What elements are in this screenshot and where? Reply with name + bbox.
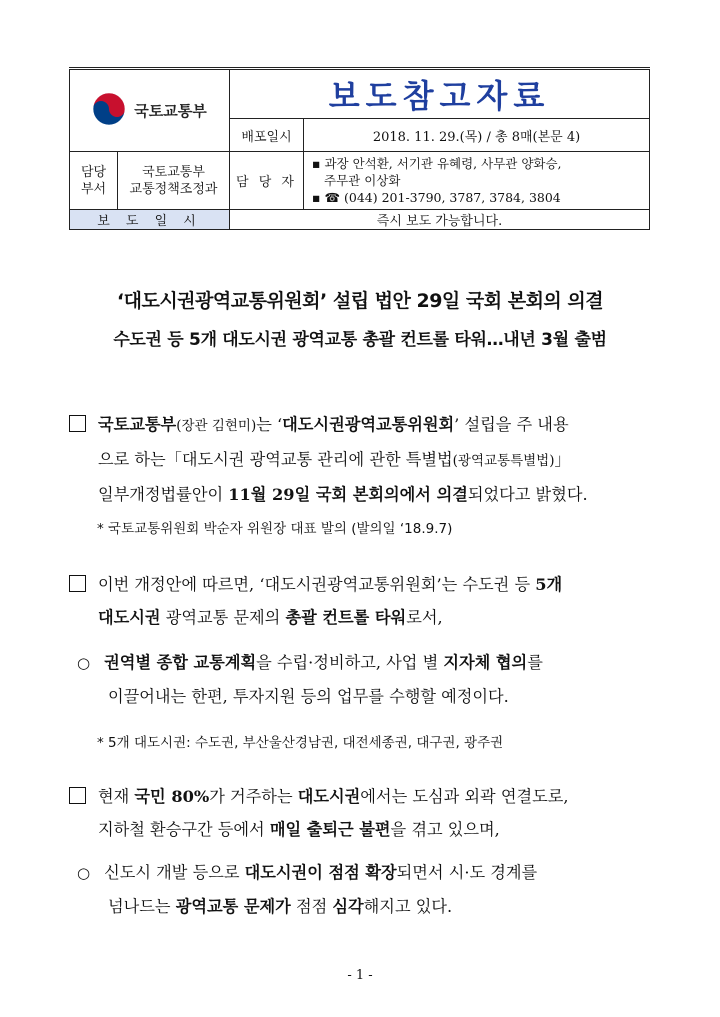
logo-cell bbox=[70, 69, 230, 152]
p5-text: 심각 bbox=[332, 897, 364, 916]
contact-value bbox=[304, 152, 650, 210]
p5-text: 신도시 개발 등으로 bbox=[104, 863, 245, 882]
distribution-label: 배포일시 bbox=[230, 119, 304, 152]
p5-text: 해지고 있다. bbox=[363, 897, 453, 916]
p4-text: 에서는 도심과 외곽 연결도로, bbox=[360, 787, 569, 806]
p2-text: 이번 개정안에 따르면, ‘대도시권광역교통위원회’는 수도권 등 bbox=[98, 575, 536, 594]
paragraph-4 bbox=[69, 780, 654, 846]
p4-text: 가 거주하는 bbox=[209, 787, 298, 806]
release-value: 즉시 보도 가능합니다. bbox=[230, 210, 650, 230]
doc-type-title: 보도참고자료 bbox=[328, 77, 551, 115]
contact-line: ▪ ☎ (044) 201-3790, 3787, 3784, 3804 bbox=[312, 190, 561, 205]
p4-text: 지하철 환승구간 등에서 bbox=[98, 820, 270, 839]
p5-text: 넘나드는 bbox=[108, 897, 176, 916]
p5-text: 광역교통 문제가 bbox=[175, 897, 291, 916]
contact-label: 담 당 자 bbox=[230, 152, 304, 210]
paragraph-1 bbox=[69, 408, 654, 511]
circle-bullet-icon: ○ bbox=[77, 654, 91, 672]
p2-text: 대도시권 bbox=[98, 608, 161, 627]
p1-text: (광역교통특별법) bbox=[452, 453, 555, 469]
footnote-1: * 국토교통위원회 박순자 위원장 대표 발의 (발의일 ‘18.9.7) bbox=[97, 521, 453, 537]
p2-text: 로서, bbox=[406, 608, 443, 627]
p2-text: 5개 bbox=[535, 575, 563, 594]
page-number: - 1 - bbox=[347, 968, 373, 983]
p1-text: 되었다고 밝혔다. bbox=[467, 485, 588, 504]
ministry-name: 국토교통부 bbox=[134, 102, 207, 120]
headline-subtitle: 수도권 등 5개 대도시권 광역교통 총괄 컨트롤 타워…내년 3월 출범 bbox=[113, 330, 607, 350]
circle-bullet-icon: ○ bbox=[77, 864, 91, 882]
p4-text: 을 겪고 있으며, bbox=[390, 820, 500, 839]
checkbox-bullet-icon bbox=[69, 787, 86, 804]
p1-text: 으로 하는「대도시권 광역교통 관리에 관한 특별법 bbox=[98, 450, 453, 469]
p4-text: 국민 80% bbox=[134, 787, 210, 806]
p5-text: 되면서 시·도 경계를 bbox=[396, 863, 538, 882]
p2-text: 총괄 컨트롤 타워 bbox=[285, 608, 407, 627]
p1-text: 국토교통부 bbox=[98, 415, 177, 434]
paragraph-3 bbox=[69, 646, 654, 713]
paragraph-5 bbox=[69, 856, 654, 923]
headline-title: ‘대도시권광역교통위원회’ 설립 법안 29일 국회 본회의 의결 bbox=[116, 290, 604, 312]
p1-text: 대도시권광역교통위원회 bbox=[282, 415, 455, 434]
p5-text: 대도시권이 점점 확장 bbox=[244, 863, 397, 882]
distribution-value: 2018. 11. 29.(목) / 총 8매(본문 4) bbox=[304, 119, 650, 152]
footnote-2: * 5개 대도시권: 수도권, 부산울산경남권, 대전세종권, 대구권, 광주권 bbox=[97, 735, 504, 751]
checkbox-bullet-icon bbox=[69, 575, 86, 592]
contact-line: ▪ 과장 안석환, 서기관 유혜령, 사무관 양화승, bbox=[312, 156, 562, 171]
paragraph-2 bbox=[69, 568, 654, 634]
contact-line: 주무관 이상화 bbox=[324, 173, 401, 188]
ministry-emblem-icon bbox=[92, 92, 126, 130]
dept-value bbox=[118, 152, 230, 210]
p1-text: ’ 설립을 주 내용 bbox=[454, 415, 569, 434]
p1-text: 는 ‘ bbox=[256, 415, 283, 434]
release-label: 보 도 일 시 bbox=[70, 210, 230, 230]
checkbox-bullet-icon bbox=[69, 415, 86, 432]
p3-text: 권역별 종합 교통계획 bbox=[104, 653, 257, 672]
p4-text: 현재 bbox=[98, 787, 135, 806]
p4-text: 대도시권 bbox=[297, 787, 361, 806]
p1-text: (장관 김현미) bbox=[176, 418, 257, 434]
p2-text: 광역교통 문제의 bbox=[160, 608, 286, 627]
p1-text: 11월 29일 국회 본회의에서 의결 bbox=[228, 485, 468, 504]
dept-label: 담당 부서 bbox=[70, 152, 118, 210]
p1-text: 」 bbox=[554, 450, 571, 469]
p3-text: 를 bbox=[527, 653, 543, 672]
p5-text: 점점 bbox=[290, 897, 333, 916]
press-header-table bbox=[69, 67, 650, 230]
p3-text: 을 수립·정비하고, 사업 별 bbox=[256, 653, 444, 672]
p4-text: 매일 출퇴근 불편 bbox=[269, 820, 391, 839]
doc-type-cell bbox=[230, 69, 650, 119]
dept-value-text: 국토교통부 교통정책조정과 bbox=[129, 164, 218, 197]
p3-line2: 이끌어내는 한편, 투자지원 등의 업무를 수행할 예정이다. bbox=[108, 687, 509, 706]
p3-text: 지자체 협의 bbox=[443, 653, 528, 672]
p1-text: 일부개정법률안이 bbox=[98, 485, 229, 504]
